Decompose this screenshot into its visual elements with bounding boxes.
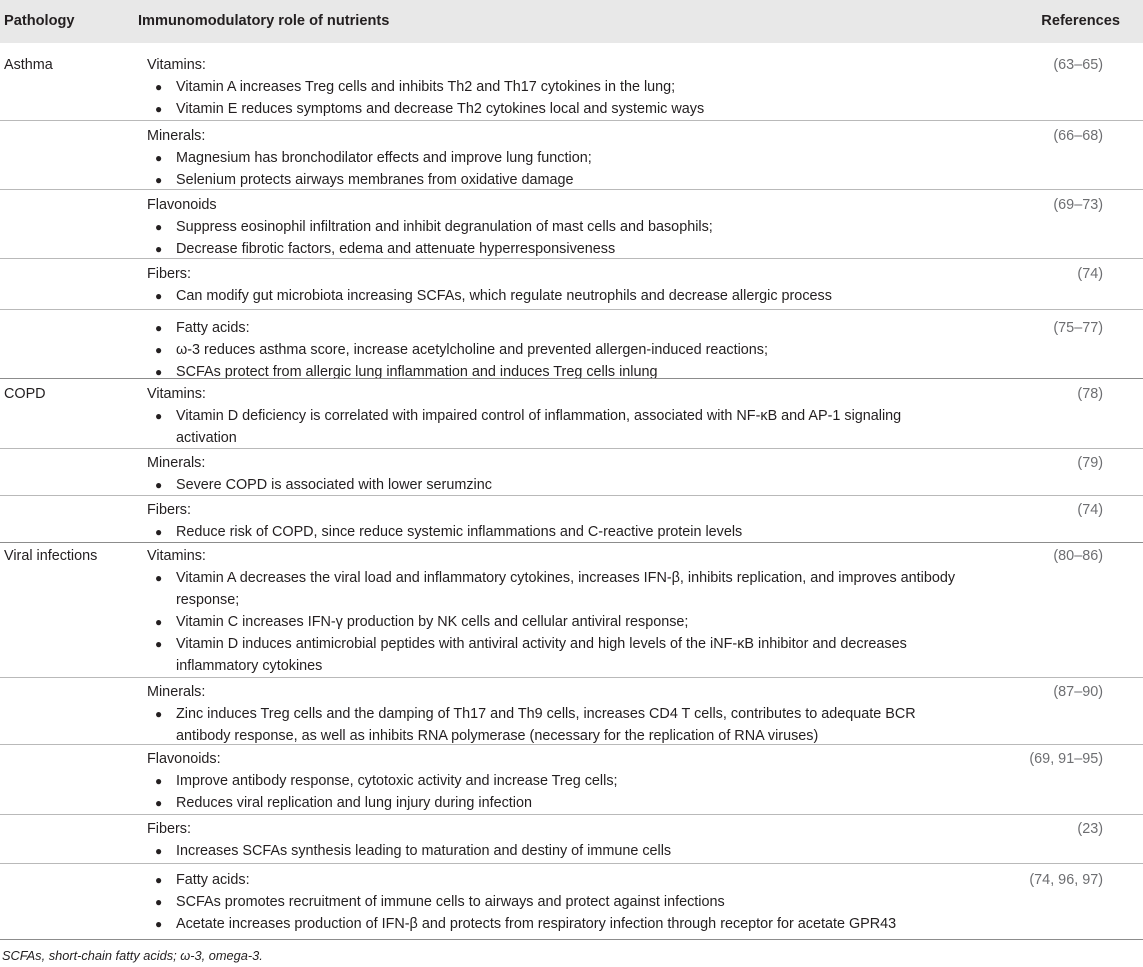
- group-title: Vitamins:: [147, 386, 206, 402]
- asthma-fatty-acids: [0, 309, 1143, 379]
- asthma-minerals: [0, 120, 1143, 188]
- group-title: Flavonoids: [147, 197, 217, 213]
- bullet-icon: ●: [155, 321, 163, 335]
- group-reference: (66–68): [1053, 128, 1103, 144]
- table-bottom-rule: [0, 939, 1143, 940]
- list-item: SCFAs protect from allergic lung inflammation and induces Treg cells inlung: [176, 364, 658, 380]
- viral-minerals: [0, 677, 1143, 744]
- bullet-icon: ●: [155, 102, 163, 116]
- list-item: Vitamin D deficiency is correlated with impaired control of inflammation, associated with NF-κB and AP-1 signaling activation: [176, 408, 902, 446]
- bullet-icon: ●: [155, 151, 163, 165]
- group-title: Vitamins:: [147, 57, 206, 73]
- group-title: Minerals:: [147, 128, 206, 144]
- list-item: SCFAs promotes recruitment of immune cells to airways and protect against infections: [176, 894, 725, 910]
- bullet-icon: ●: [155, 365, 163, 379]
- bullet-icon: ●: [155, 80, 163, 94]
- list-item: Can modify gut microbiota increasing SCFAs, which regulate neutrophils and decrease allergic process: [176, 288, 832, 304]
- list-item: Selenium protects airways membranes from oxidative damage: [176, 172, 574, 188]
- bullet-icon: ●: [155, 796, 163, 810]
- bullet-icon: ●: [155, 615, 163, 629]
- group-title: Fibers:: [147, 502, 191, 518]
- bullet-icon: ●: [155, 173, 163, 187]
- group-reference: (87–90): [1053, 684, 1103, 700]
- list-item: Suppress eosinophil infiltration and inhibit degranulation of mast cells and basophils;: [176, 219, 713, 235]
- bullet-icon: ●: [155, 478, 163, 492]
- group-title: Minerals:: [147, 455, 206, 471]
- list-item: Decrease fibrotic factors, edema and attenuate hyperresponsiveness: [176, 241, 616, 257]
- list-item: Vitamin A decreases the viral load and inflammatory cytokines, increases IFN-β, inhibits replication, and improves antibody response;: [176, 570, 956, 608]
- asthma-flavonoids: [0, 189, 1143, 257]
- bullet-icon: ●: [155, 707, 163, 721]
- copd-minerals: [0, 448, 1143, 496]
- viral-flavonoids: [0, 744, 1143, 814]
- group-title: Fibers:: [147, 821, 191, 837]
- header-references: References: [1041, 13, 1120, 29]
- group-reference: (69–73): [1053, 197, 1103, 213]
- group-reference: (75–77): [1053, 320, 1103, 336]
- group-reference: (74): [1077, 266, 1103, 282]
- group-title: Minerals:: [147, 684, 206, 700]
- group-title: Fatty acids:: [176, 872, 250, 888]
- list-item: Vitamin E reduces symptoms and decrease Th2 cytokines local and systemic ways: [176, 101, 705, 117]
- bullet-icon: ●: [155, 409, 163, 423]
- group-reference: (74, 96, 97): [1029, 872, 1103, 888]
- pathology-copd: COPD: [4, 386, 46, 402]
- row-divider: [0, 378, 1143, 379]
- header-role: Immunomodulatory role of nutrients: [138, 13, 390, 29]
- bullet-icon: ●: [155, 289, 163, 303]
- bullet-icon: ●: [155, 525, 163, 539]
- bullet-icon: ●: [155, 844, 163, 858]
- bullet-icon: ●: [155, 895, 163, 909]
- bullet-icon: ●: [155, 242, 163, 256]
- list-item: Increases SCFAs synthesis leading to maturation and destiny of immune cells: [176, 843, 672, 859]
- group-reference: (69, 91–95): [1029, 751, 1103, 767]
- list-item: Reduce risk of COPD, since reduce systemic inflammations and C-reactive protein levels: [176, 524, 743, 540]
- list-item: Severe COPD is associated with lower serumzinc: [176, 477, 492, 493]
- list-item: ω-3 reduces asthma score, increase acetylcholine and prevented allergen-induced reactions;: [176, 342, 768, 358]
- table-footnote: SCFAs, short-chain fatty acids; ω-3, omega-3.: [2, 948, 263, 963]
- bullet-icon: ●: [155, 343, 163, 357]
- group-reference: (63–65): [1053, 57, 1103, 73]
- viral-fatty-acids: [0, 863, 1143, 939]
- list-item: Reduces viral replication and lung injury during infection: [176, 795, 532, 811]
- group-title: Vitamins:: [147, 548, 206, 564]
- group-reference: (78): [1077, 386, 1103, 402]
- list-item: Magnesium has bronchodilator effects and improve lung function;: [176, 150, 592, 166]
- pathology-viral-infections: Viral infections: [4, 548, 98, 564]
- bullet-icon: ●: [155, 873, 163, 887]
- group-reference: (23): [1077, 821, 1103, 837]
- row-divider: [0, 542, 1143, 543]
- header-pathology: Pathology: [4, 13, 75, 29]
- list-item: Zinc induces Treg cells and the damping of Th17 and Th9 cells, increases CD4 T cells, contributes to adequate BCR antibody response, as well as inhibits RNA polymerase (necessary for the replication of RNA viruses): [176, 706, 916, 744]
- group-reference: (74): [1077, 502, 1103, 518]
- group-title: Fatty acids:: [176, 320, 250, 336]
- bullet-icon: ●: [155, 571, 163, 585]
- list-item: Improve antibody response, cytotoxic activity and increase Treg cells;: [176, 773, 618, 789]
- bullet-icon: ●: [155, 917, 163, 931]
- pathology-asthma: Asthma: [4, 57, 53, 73]
- list-item: Vitamin C increases IFN-γ production by NK cells and cellular antiviral response;: [176, 614, 689, 630]
- bullet-icon: ●: [155, 220, 163, 234]
- group-title: Fibers:: [147, 266, 191, 282]
- asthma-fibers: [0, 258, 1143, 308]
- group-title: Flavonoids:: [147, 751, 221, 767]
- bullet-icon: ●: [155, 774, 163, 788]
- group-reference: (80–86): [1053, 548, 1103, 564]
- copd-fibers: [0, 495, 1143, 543]
- list-item: Vitamin D induces antimicrobial peptides with antiviral activity and high levels of the iNF-κB inhibitor and decreases inflammatory cytokines: [176, 636, 907, 674]
- group-reference: (79): [1077, 455, 1103, 471]
- bullet-icon: ●: [155, 637, 163, 651]
- list-item: Vitamin A increases Treg cells and inhibits Th2 and Th17 cytokines in the lung;: [176, 79, 676, 95]
- table-header: [0, 0, 1143, 43]
- list-item: Acetate increases production of IFN-β and protects from respiratory infection through receptor for acetate GPR43: [176, 916, 897, 932]
- viral-fibers: [0, 814, 1143, 864]
